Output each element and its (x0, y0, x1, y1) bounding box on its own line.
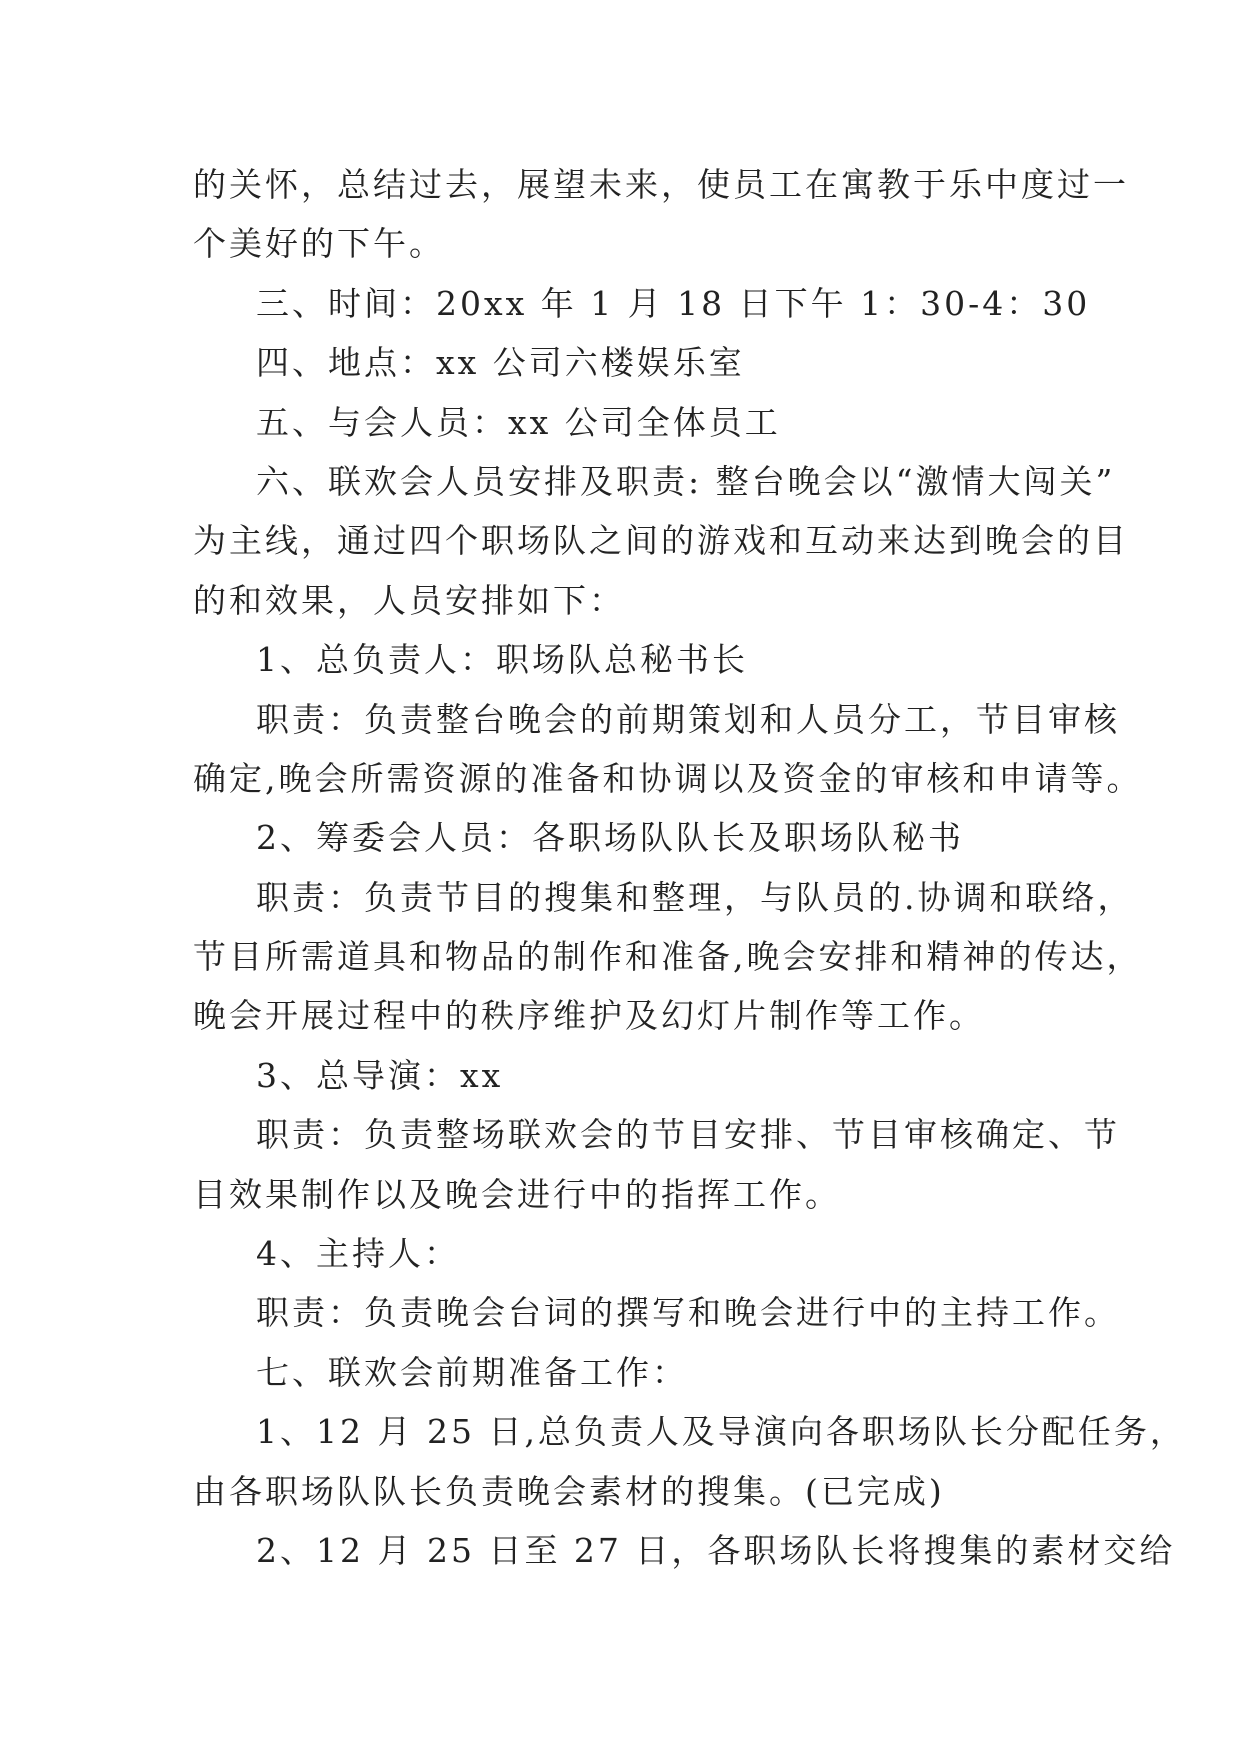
list-item: 2、筹委会人员：各职场队队长及职场队秘书 (256, 818, 964, 858)
text-line: 职责：负责整台晚会的前期策划和人员分工，节目审核 (256, 699, 1120, 739)
text-line: 职责：负责节目的搜集和整理，与队员的.协调和联络， (256, 877, 1134, 917)
section-heading: 五、与会人员：xx 公司全体员工 (256, 402, 781, 442)
list-item: 2、12 月 25 日至 27 日，各职场队长将搜集的素材交给 (256, 1530, 1176, 1570)
text-line: 职责：负责晚会台词的撰写和晚会进行中的主持工作。 (256, 1293, 1120, 1333)
list-item: 1、12 月 25 日,总负责人及导演向各职场队长分配任务， (256, 1412, 1186, 1452)
text-line: 晚会开展过程中的秩序维护及幻灯片制作等工作。 (193, 996, 985, 1036)
list-item: 1、总负责人：职场队总秘书长 (256, 640, 748, 680)
text-line: 确定,晚会所需资源的准备和协调以及资金的审核和申请等。 (193, 758, 1143, 798)
text-line: 为主线，通过四个职场队之间的游戏和互动来达到晚会的目 (193, 521, 1129, 561)
section-heading: 六、联欢会人员安排及职责: 整台晚会以“激情大闯关” (256, 461, 1116, 501)
text-line: 职责：负责整场联欢会的节目安排、节目审核确定、节 (256, 1115, 1120, 1155)
section-heading: 七、联欢会前期准备工作： (256, 1352, 688, 1392)
section-heading: 四、地点：xx 公司六楼娱乐室 (256, 343, 745, 383)
list-item: 3、总导演：xx (256, 1055, 504, 1095)
text-line: 的关怀，总结过去，展望未来，使员工在寓教于乐中度过一 (193, 165, 1129, 204)
text-line: 个美好的下午。 (193, 224, 445, 264)
text-line: 由各职场队队长负责晚会素材的搜集。(已完成) (193, 1471, 945, 1511)
text-line: 目效果制作以及晚会进行中的指挥工作。 (193, 1174, 841, 1214)
document-body (193, 155, 1186, 1580)
section-heading: 三、时间：20xx 年 1 月 18 日下午 1：30-4：30 (256, 283, 1091, 323)
text-line: 的和效果，人员安排如下： (193, 580, 625, 620)
list-item: 4、主持人： (256, 1234, 460, 1274)
text-line: 节目所需道具和物品的制作和准备,晚会安排和精神的传达， (193, 937, 1143, 977)
